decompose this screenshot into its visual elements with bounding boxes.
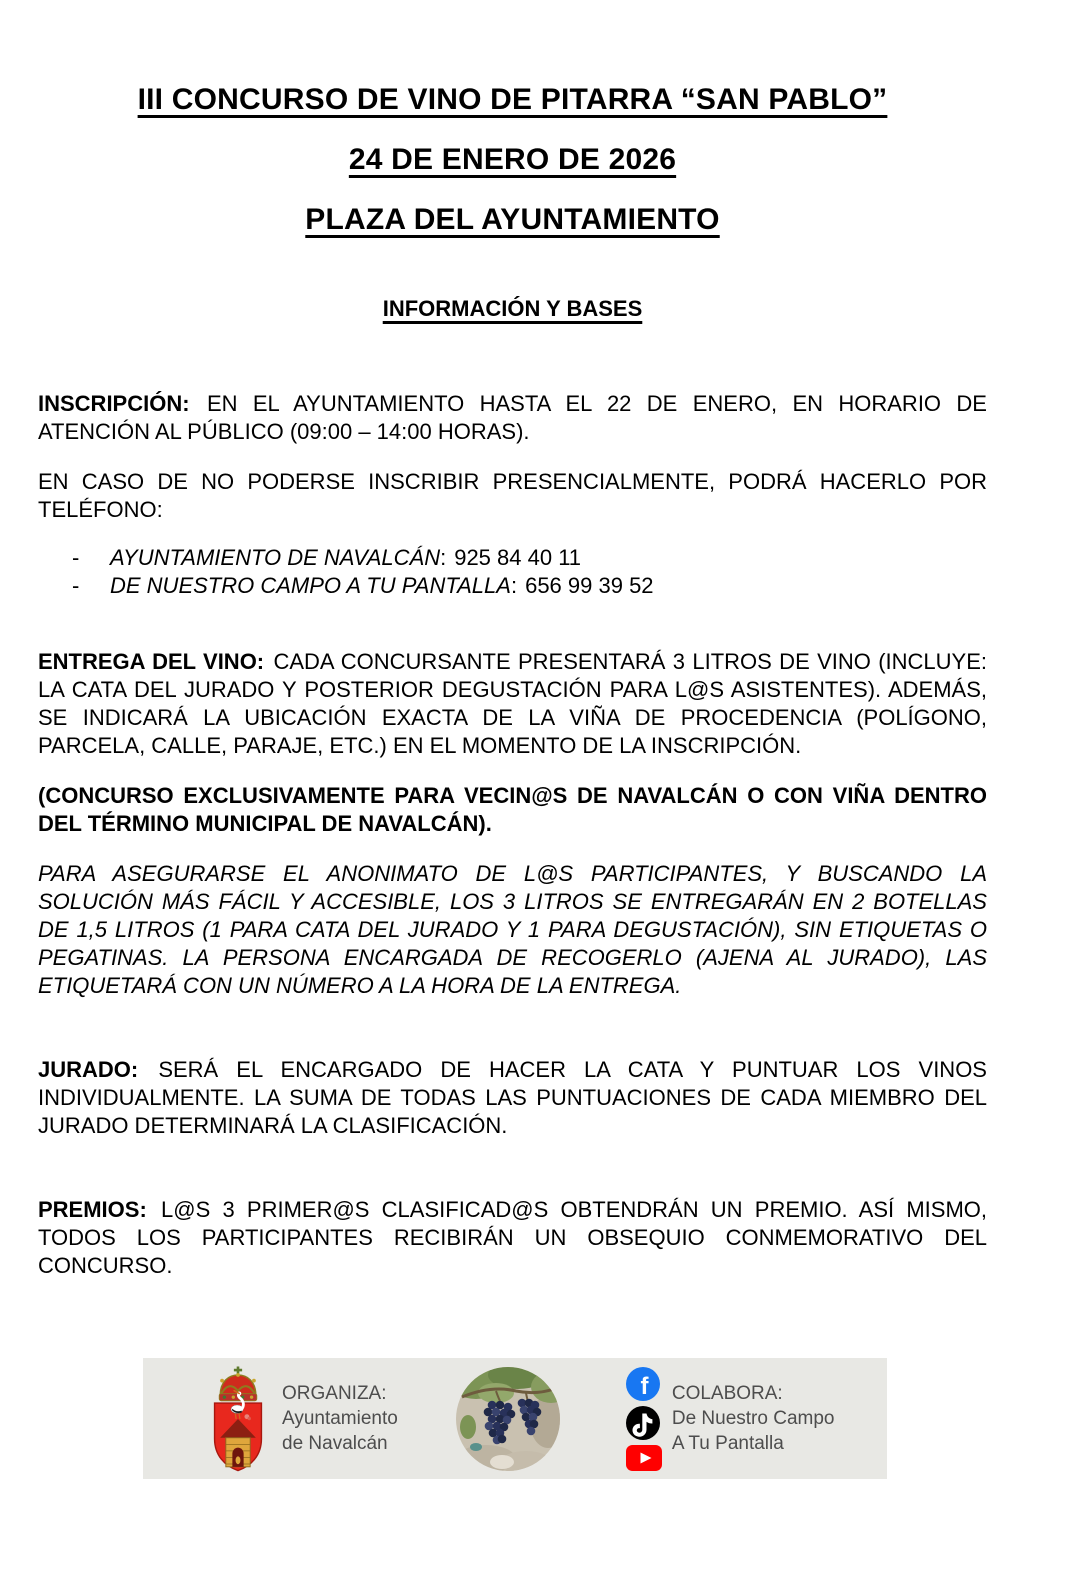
colabora-line2: A Tu Pantalla: [671, 1433, 784, 1454]
phone-separator: :: [510, 573, 518, 598]
jury-text: SERÁ EL ENCARGADO DE HACER LA CATA Y PUNTUAR LOS VINOS INDIVIDUALMENTE. LA SUMA DE TODAS LAS PUNTUACIONES DE CADA MIEMBRO DEL JURADO DETERMINARÁ LA CLASIFICACIÓN.: [38, 1057, 987, 1138]
footer-band: [143, 1358, 887, 1479]
phone-item: [38, 572, 987, 600]
organizer-label: [282, 1381, 398, 1456]
phone-separator: :: [440, 545, 447, 570]
collaborator-label: [672, 1381, 835, 1456]
colabora-line1: De Nuestro Campo: [671, 1408, 835, 1429]
anonymity-paragraph: PARA ASEGURARSE EL ANONIMATO DE L@S PARTICIPANTES, Y BUSCANDO LA SOLUCIÓN MÁS FÁCIL Y ACCESIBLE, LOS 3 LITROS SE ENTREGARÁN EN 2 BOTELLAS DE 1,5 LITROS (1 PARA CATA DEL JURADO Y 1 PARA DEGUSTACIÓN), SIN ETIQUETAS O PEGATINAS. LA PERSONA ENCARGADA DE RECOGERLO (AJENA AL JURADO), LAS ETIQUETARÁ CON UN NÚMERO A LA HORA DE LA ENTREGA.: [38, 861, 987, 998]
navalcan-crest-icon: [208, 1363, 268, 1475]
prizes-label: PREMIOS:: [38, 1197, 147, 1222]
list-dash: -: [72, 573, 80, 598]
phone-number: 925 84 40 11: [454, 545, 582, 570]
tiktok-icon: [626, 1406, 662, 1440]
phone-item: [38, 544, 987, 572]
phone-list: [38, 544, 987, 600]
phone-org-name: DE NUESTRO CAMPO A TU PANTALLA: [110, 573, 511, 598]
wine-delivery-paragraph: [38, 648, 987, 760]
jury-paragraph: [38, 1056, 987, 1140]
wine-delivery-text: CADA CONCURSANTE PRESENTARÁ 3 LITROS DE VINO (INCLUYE: LA CATA DEL JURADO Y POSTERIOR DEGUSTACIÓN PARA L@S ASISTENTES). ADEMÁS, SE INDICARÁ LA UBICACIÓN EXACTA DE LA VIÑA DE PROCEDENCIA (POLÍGONO, PARCELA, CALLE, PARAJE, ETC.) EN EL MOMENTO DE LA INSCRIPCIÓN.: [38, 649, 987, 758]
social-icons-column: [626, 1364, 662, 1473]
prizes-text: L@S 3 PRIMER@S CLASIFICAD@S OBTENDRÁN UN PREMIO. ASÍ MISMO, TODOS LOS PARTICIPANTES RECIBIRÁN UN OBSEQUIO CONMEMORATIVO DEL CONCURSO.: [38, 1197, 987, 1278]
phone-entry: [110, 544, 581, 572]
prizes-paragraph: [38, 1196, 987, 1280]
grapes-photo: [456, 1367, 560, 1471]
inscription-text: EN EL AYUNTAMIENTO HASTA EL 22 DE ENERO, EN HORARIO DE ATENCIÓN AL PÚBLICO (09:00 – 14:00 HORAS).: [38, 391, 987, 444]
phone-intro-paragraph: EN CASO DE NO PODERSE INSCRIBIR PRESENCIALMENTE, PODRÁ HACERLO POR TELÉFONO:: [38, 469, 987, 522]
event-date: 24 DE ENERO DE 2026: [348, 143, 677, 176]
youtube-icon: [626, 1445, 662, 1471]
section-subtitle: INFORMACIÓN Y BASES: [382, 296, 643, 321]
wine-delivery-label: ENTREGA DEL VINO:: [38, 649, 265, 674]
facebook-icon: [626, 1367, 662, 1401]
svg-text:f: f: [640, 1372, 649, 1400]
list-dash: -: [72, 545, 80, 570]
organiza-line1: Ayuntamiento: [282, 1408, 398, 1429]
event-location: PLAZA DEL AYUNTAMIENTO: [305, 203, 720, 236]
exclusivity-paragraph: (CONCURSO EXCLUSIVAMENTE PARA VECIN@S DE NAVALCÁN O CON VIÑA DENTRO DEL TÉRMINO MUNICIPAL DE NAVALCÁN).: [38, 783, 987, 836]
colabora-title: COLABORA:: [671, 1383, 783, 1404]
phone-number: 656 99 39 52: [525, 573, 654, 598]
organiza-line2: de Navalcán: [282, 1433, 388, 1454]
organizer-group: [208, 1363, 398, 1475]
phone-org-name: AYUNTAMIENTO DE NAVALCÁN: [110, 545, 441, 570]
phone-entry: [110, 572, 654, 600]
inscription-label: INSCRIPCIÓN:: [38, 391, 190, 416]
jury-label: JURADO:: [38, 1057, 139, 1082]
page-title: III CONCURSO DE VINO DE PITARRA “SAN PABLO”: [137, 83, 888, 116]
organiza-title: ORGANIZA:: [282, 1383, 387, 1404]
inscription-paragraph: [38, 390, 987, 446]
